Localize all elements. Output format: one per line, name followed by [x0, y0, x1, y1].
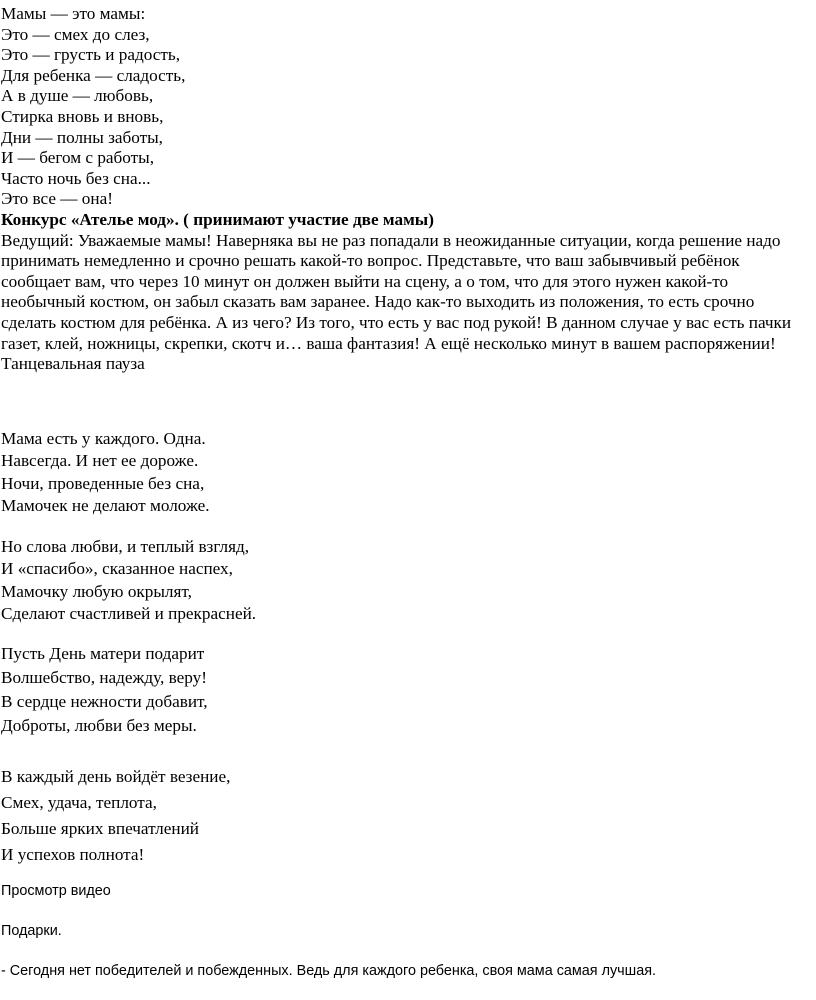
stanza-line: Сделают счастливей и прекрасней. — [1, 603, 257, 623]
stanza-line: Мамочку любую окрылят, — [1, 581, 192, 601]
stanza-line: Больше ярких впечатлений — [1, 819, 199, 838]
poem-line: И — бегом с работы, — [1, 148, 155, 168]
stanza-line: Мамочек не делают моложе. — [1, 495, 210, 515]
poem-line: Для ребенка — сладость, — [1, 65, 186, 85]
stanza-line: В сердце нежности добавит, — [1, 692, 208, 711]
video-viewing-label: Просмотр видео — [1, 883, 111, 899]
stanza-3 — [1, 642, 813, 738]
stanza-line: Доброты, любви без меры. — [1, 716, 197, 735]
host-speech: Ведущий: Уважаемые мамы! Наверняка вы не раз попадали в неожиданные ситуации, когда решение надо принимать немедленно и срочно решать какой-то вопрос. Представьте, что ваш забывчивый ребёнок сообщает вам, что через 10 минут он должен выйти на сцену, а о том, что для этого нужен какой-то необычный костюм, он забыл сказать вам заранее. Надо как-то выходить из положения, то есть срочно сделать костюм для ребёнка. А из чего? Из того, что есть у вас под рукой! В данном случае у вас есть пачки газет, клей, ножницы, скрепки, скотч и… ваша фантазия! А ещё несколько минут в вашем распоряжении! — [1, 230, 792, 353]
stanza-line: Волшебство, надежду, веру! — [1, 668, 207, 687]
stanza-line: Ночи, проведенные без сна, — [1, 473, 205, 493]
poem-line: А в душе — любовь, — [1, 86, 154, 106]
poem-line: Часто ночь без сна... — [1, 168, 151, 188]
stanza-line: Навсегда. И нет ее дороже. — [1, 451, 199, 471]
stanza-line: Мама есть у каждого. Одна. — [1, 429, 206, 448]
poem-mothers — [1, 4, 813, 375]
stanza-line: Но слова любви, и теплый взгляд, — [1, 537, 250, 556]
stanza-line: И успехов полнота! — [1, 845, 145, 864]
poem-line: Это — смех до слез, — [1, 24, 150, 44]
poem-line: Это все — она! — [1, 189, 113, 209]
stanza-line: Смех, удача, теплота, — [1, 793, 157, 812]
gifts-label: Подарки. — [1, 923, 62, 939]
stanza-4 — [1, 764, 813, 868]
dance-pause-label: Танцевальная пауза — [1, 354, 145, 374]
closing-remark: - Сегодня нет победителей и побежденных. Ведь для каждого ребенка, своя мама самая лучшая. — [1, 963, 657, 979]
poem-line: Это — грусть и радость, — [1, 45, 181, 65]
poem-line: Дни — полны заботы, — [1, 127, 163, 147]
stanza-line: И «спасибо», сказанное наспех, — [1, 559, 233, 579]
stanza-line: В каждый день войдёт везение, — [1, 767, 231, 786]
poem-line: Мамы — это мамы: — [1, 4, 146, 23]
contest-heading: Конкурс «Ателье мод». ( принимают участие две мамы) — [1, 209, 434, 229]
stanza-2 — [1, 536, 813, 625]
poem-line: Стирка вновь и вновь, — [1, 106, 164, 126]
stanza-1 — [1, 428, 813, 517]
stanza-line: Пусть День матери подарит — [1, 644, 205, 663]
